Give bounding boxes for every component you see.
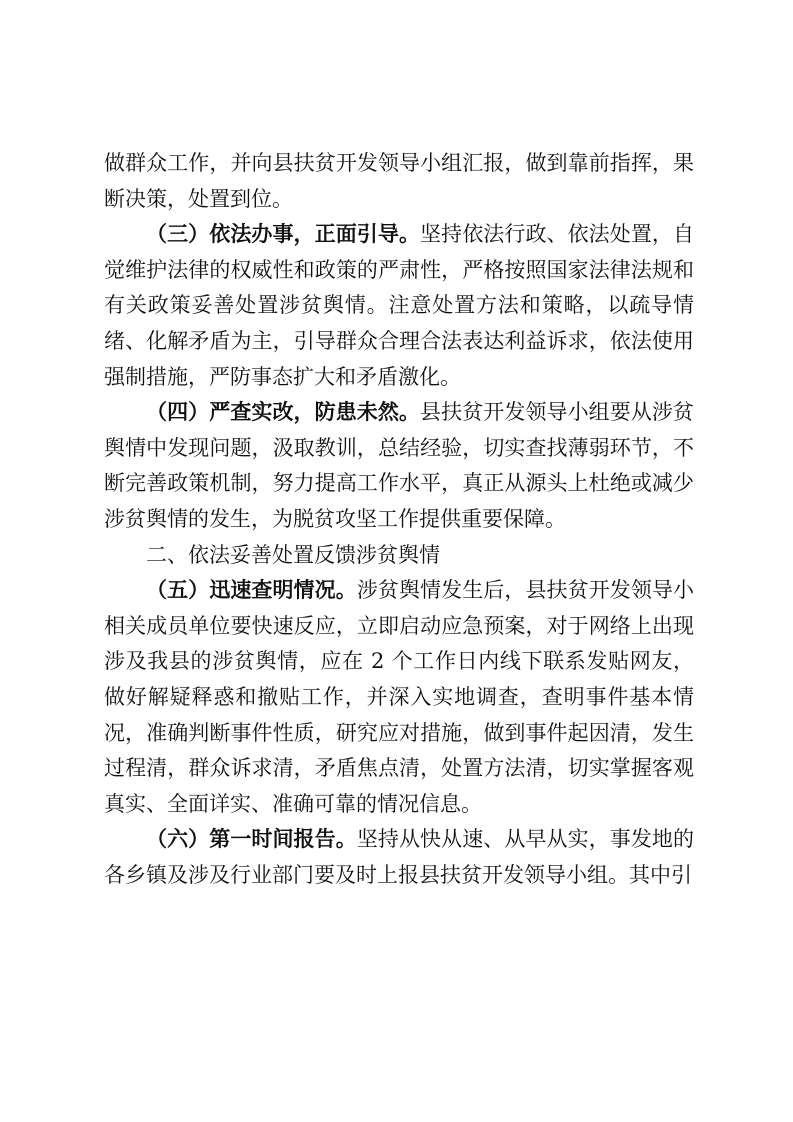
paragraph-section-3 xyxy=(104,217,694,395)
paragraph-section-6 xyxy=(104,822,694,893)
section-6-lead: （六）第一时间报告。 xyxy=(146,827,357,852)
paragraph-text: 做群众工作，并向县扶贫开发领导小组汇报，做到靠前指挥，果断决策，处置到位。 xyxy=(104,151,694,211)
chapter-heading xyxy=(104,538,694,574)
paragraph-continuation xyxy=(104,146,694,217)
chapter-heading-text: 二、依法妥善处置反馈涉贫舆情 xyxy=(146,542,440,567)
section-5-lead: （五）迅速查明情况。 xyxy=(146,578,357,603)
paragraph-section-4 xyxy=(104,395,694,537)
paragraph-section-5 xyxy=(104,573,694,822)
section-3-lead: （三）依法办事，正面引导。 xyxy=(146,222,421,247)
document-body xyxy=(104,146,694,893)
section-5-text: 涉贫舆情发生后，县扶贫开发领导小相关成员单位要快速反应，立即启动应急预案，对于网络上出现涉及我县的涉贫舆情，应在 2 个工作日内线下联系发贴网友，做好解疑释惑和撤贴工作，并深入实地调查，查明事件基本情况，准确判断事件性质，研究应对措施，做到事件起因清，发生过程清，群众诉求清，矛盾焦点清，处置方法清，切实掌握客观真实、全面详实、准确可靠的情况信息。 xyxy=(104,578,695,816)
section-4-text: 县扶贫开发领导小组要从涉贫舆情中发现问题，汲取教训，总结经验，切实查找薄弱环节，不断完善政策机制，努力提高工作水平，真正从源头上杜绝或减少涉贫舆情的发生，为脱贫攻坚工作提供重要保障。 xyxy=(104,400,695,531)
section-3-text: 坚持依法行政、依法处置，自觉维护法律的权威性和政策的严肃性，严格按照国家法律法规和有关政策妥善处置涉贫舆情。注意处置方法和策略，以疏导情绪、化解矛盾为主，引导群众合理合法表达利益诉求，依法使用强制措施，严防事态扩大和矛盾激化。 xyxy=(104,222,695,389)
section-4-lead: （四）严查实改，防患未然。 xyxy=(146,400,421,425)
section-6-text: 坚持从快从速、从早从实，事发地的各乡镇及涉及行业部门要及时上报县扶贫开发领导小组。其中引 xyxy=(104,827,695,887)
